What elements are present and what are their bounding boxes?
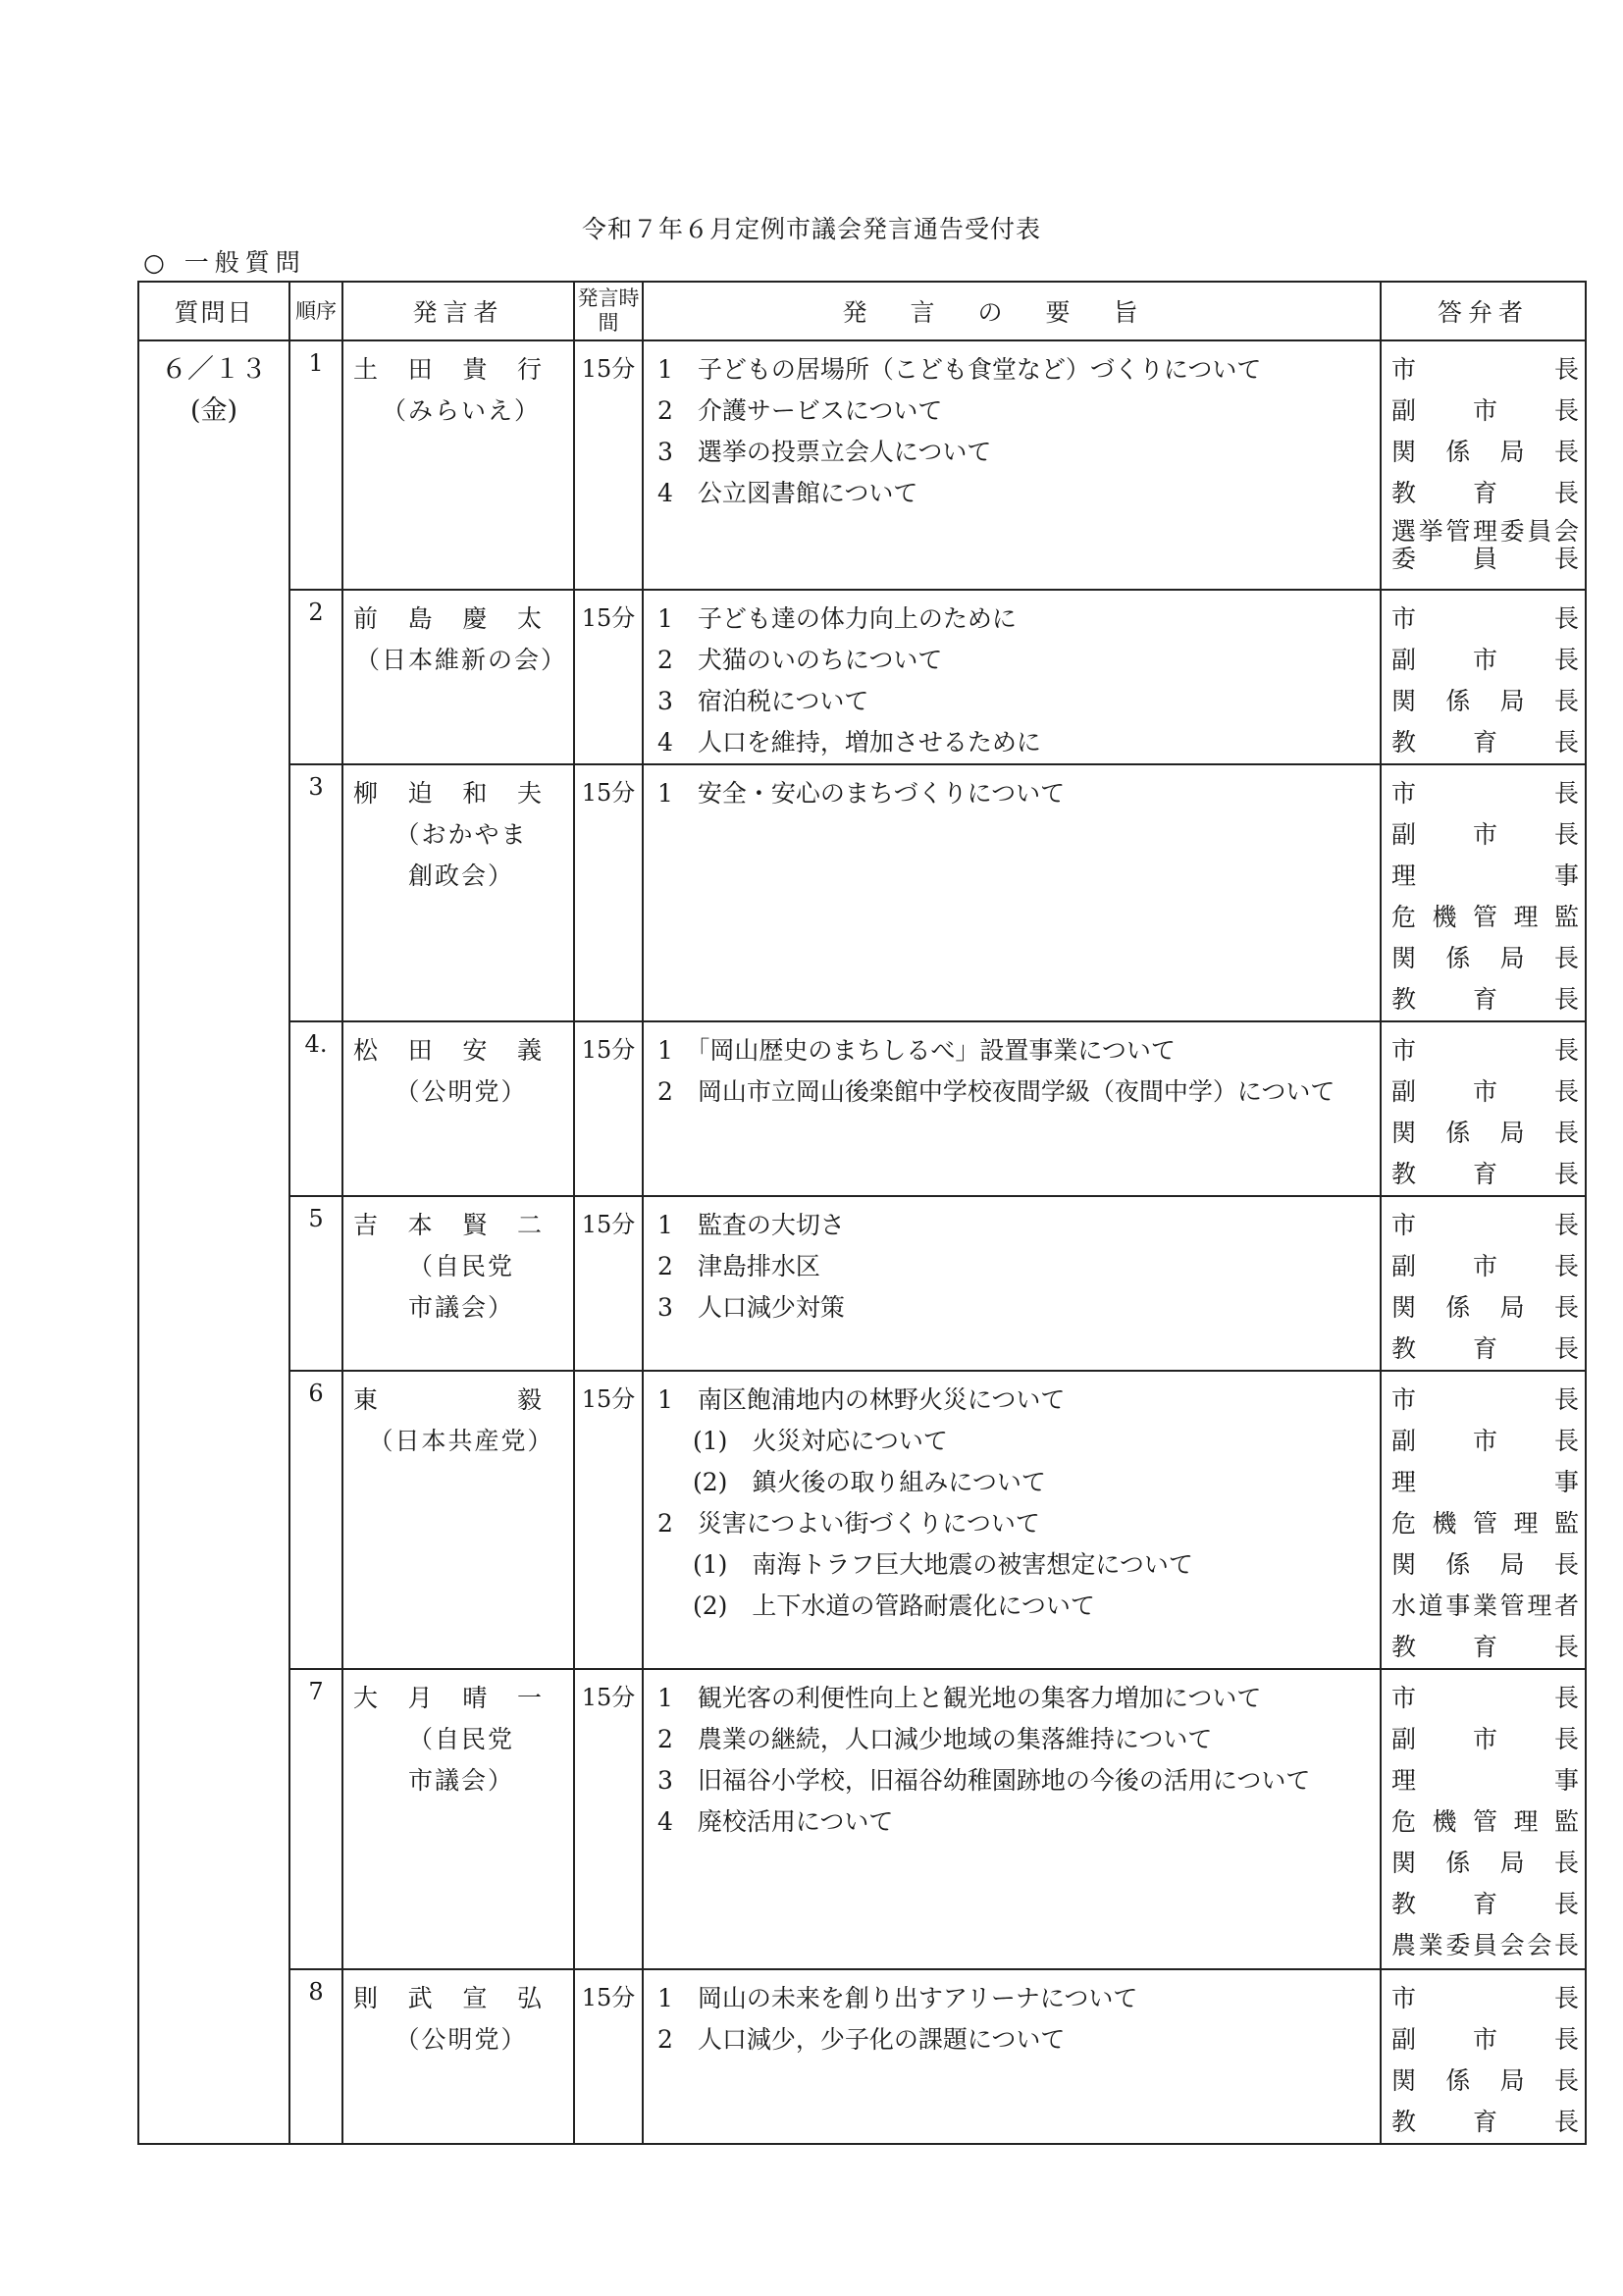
answerer: 市長 — [1391, 355, 1579, 384]
answerer: 危機管理監 — [1391, 1509, 1579, 1538]
topic-item: 1 子どもの居場所（こども食堂など）づくりについて — [657, 355, 1262, 384]
time-cell: 15分 — [574, 1196, 643, 1371]
answerers-cell — [1381, 340, 1586, 590]
answerer: 市長 — [1391, 1984, 1579, 2012]
speaker-party — [353, 814, 569, 897]
answerers-cell — [1381, 1669, 1586, 1969]
speaker-cell — [342, 1969, 574, 2144]
answerer: 市長 — [1391, 1684, 1579, 1712]
header-topics: 発言の要旨 — [643, 282, 1381, 340]
answerers-cell — [1381, 1021, 1586, 1196]
speaker-name: 東 毅 — [353, 1385, 563, 1414]
answerer: 理事 — [1391, 1468, 1579, 1496]
time-cell: 15分 — [574, 590, 643, 764]
answerer: 選挙管理委員会 委員長 — [1391, 517, 1579, 573]
topics-cell — [643, 764, 1381, 1021]
answerer: 市長 — [1391, 604, 1579, 633]
speaker-party-line: （公明党） — [394, 2025, 528, 2054]
answerer: 市長 — [1391, 1385, 1579, 1414]
answerer: 副市長 — [1391, 1725, 1579, 1753]
speaker-name: 前島慶太 — [353, 604, 563, 633]
speaker-cell — [342, 764, 574, 1021]
topics-cell — [643, 1021, 1381, 1196]
notice-table — [137, 281, 1587, 2145]
speaker-party-line: （おかやま — [394, 820, 528, 849]
order-cell: 3 — [289, 764, 342, 1021]
answerer: 教育長 — [1391, 479, 1579, 507]
speaker-cell — [342, 340, 574, 590]
answerer: 関係局長 — [1391, 1550, 1579, 1579]
topic-item: 2 津島排水区 — [657, 1252, 820, 1280]
topic-item: 3 旧福谷小学校，旧福谷幼稚園跡地の今後の活用について — [657, 1766, 1311, 1795]
answerer: 副市長 — [1391, 1427, 1579, 1455]
time-cell: 15分 — [574, 764, 643, 1021]
answerer: 水道事業管理者 — [1391, 1592, 1579, 1620]
header-order: 順序 — [289, 282, 342, 340]
topic-item: 1 安全・安心のまちづくりについて — [657, 779, 1066, 808]
answerers-cell — [1381, 1969, 1586, 2144]
speaker-party — [353, 1246, 569, 1329]
speaker-name: 則武宣弘 — [353, 1984, 563, 2012]
answerer: 市長 — [1391, 1211, 1579, 1239]
topics-cell — [643, 340, 1381, 590]
speaker-party-line: 市議会） — [407, 1766, 514, 1795]
answerer: 関係局長 — [1391, 1293, 1579, 1322]
speaker-party — [353, 1421, 569, 1462]
answerer: 教育長 — [1391, 728, 1579, 757]
table-row — [138, 1196, 1586, 1371]
answerer: 教育長 — [1391, 1160, 1579, 1188]
answerers-cell — [1381, 590, 1586, 764]
speaker-party-line: （日本維新の会） — [354, 646, 567, 674]
speaker-cell — [342, 1196, 574, 1371]
answerer: 市長 — [1391, 779, 1579, 808]
order-cell: 7 — [289, 1669, 342, 1969]
answerer: 市長 — [1391, 1036, 1579, 1065]
topic-item: 3 人口減少対策 — [657, 1293, 845, 1322]
speaker-party-line: （日本共産党） — [368, 1427, 554, 1455]
speaker-cell — [342, 590, 574, 764]
table-header-row — [138, 282, 1586, 340]
topic-item: 4 人口を維持，増加させるために — [657, 728, 1041, 757]
answerer: 副市長 — [1391, 820, 1579, 849]
topic-item: 1 南区飽浦地内の林野火災について — [657, 1385, 1066, 1414]
document-title: 令和７年６月定例市議会発言通告受付表 — [581, 215, 1041, 243]
answerer: 危機管理監 — [1391, 903, 1579, 931]
time-cell: 15分 — [574, 1021, 643, 1196]
table-row — [138, 1969, 1586, 2144]
speaker-party-line: 市議会） — [407, 1293, 514, 1322]
topic-item: 3 宿泊税について — [657, 687, 869, 715]
answerer: 教育長 — [1391, 2108, 1579, 2136]
topics-cell — [643, 590, 1381, 764]
answerer: 教育長 — [1391, 1890, 1579, 1918]
answerer: 理事 — [1391, 1766, 1579, 1795]
topic-item: 1 「岡山歴史のまちしるべ」設置事業について — [657, 1036, 1176, 1065]
question-date: ６／１３ — [161, 354, 267, 385]
speaker-party-line: （自民党 — [407, 1725, 514, 1753]
speaker-party — [353, 640, 569, 681]
topic-item: 2 人口減少，少子化の課題について — [657, 2025, 1066, 2054]
topic-item: 2 介護サービスについて — [657, 396, 943, 425]
topics-cell — [643, 1969, 1381, 2144]
answerer: 副市長 — [1391, 1252, 1579, 1280]
speaker-name: 柳迫和夫 — [353, 779, 563, 808]
answerer: 副市長 — [1391, 2025, 1579, 2054]
topic-item: 1 監査の大切さ — [657, 1211, 845, 1239]
answerer: 教育長 — [1391, 985, 1579, 1014]
speaker-party-line: （自民党 — [407, 1252, 514, 1280]
answerer: 教育長 — [1391, 1633, 1579, 1661]
topic-item: (1) 南海トラフ巨大地震の被害想定について — [693, 1550, 1193, 1579]
table-row — [138, 590, 1586, 764]
time-cell: 15分 — [574, 1969, 643, 2144]
speaker-name: 吉本賢二 — [353, 1211, 563, 1239]
answerer: 関係局長 — [1391, 1849, 1579, 1877]
answerers-cell — [1381, 1371, 1586, 1669]
topics-cell — [643, 1371, 1381, 1669]
answerer: 関係局長 — [1391, 438, 1579, 466]
topic-item: 1 観光客の利便性向上と観光地の集客力増加について — [657, 1684, 1262, 1712]
table-row — [138, 1371, 1586, 1669]
topic-item: 4 公立図書館について — [657, 479, 918, 507]
answerer: 農業委員会会長 — [1391, 1931, 1579, 1959]
table-row — [138, 1021, 1586, 1196]
order-cell: 4. — [289, 1021, 342, 1196]
time-cell: 15分 — [574, 1371, 643, 1669]
speaker-party-line: （みらいえ） — [381, 396, 541, 425]
order-cell: 8 — [289, 1969, 342, 2144]
speaker-cell — [342, 1669, 574, 1969]
answerer: 関係局長 — [1391, 944, 1579, 972]
topics-cell — [643, 1196, 1381, 1371]
speaker-party-line: （公明党） — [394, 1077, 528, 1106]
order-cell: 5 — [289, 1196, 342, 1371]
answerer: 教育長 — [1391, 1334, 1579, 1363]
speaker-party — [353, 2019, 569, 2061]
topic-item: 3 選挙の投票立会人について — [657, 438, 992, 466]
topic-item: (2) 鎮火後の取り組みについて — [693, 1468, 1046, 1496]
header-answerers: 答弁者 — [1381, 282, 1586, 340]
topic-item: 1 岡山の未来を創り出すアリーナについて — [657, 1984, 1138, 2012]
question-date-cell — [138, 340, 289, 2144]
order-cell: 6 — [289, 1371, 342, 1669]
topic-item: 2 農業の継続，人口減少地域の集落維持について — [657, 1725, 1213, 1753]
topic-item: 2 犬猫のいのちについて — [657, 646, 943, 674]
header-date: 質問日 — [138, 282, 289, 340]
speaker-name: 大月晴一 — [353, 1684, 563, 1712]
topic-item: (1) 火災対応について — [693, 1427, 948, 1455]
question-weekday: (金) — [189, 395, 238, 426]
speaker-party — [353, 1719, 569, 1801]
table-row — [138, 340, 1586, 590]
time-cell: 15分 — [574, 1669, 643, 1969]
order-cell: 2 — [289, 590, 342, 764]
table-row — [138, 764, 1586, 1021]
answerer: 副市長 — [1391, 1077, 1579, 1106]
speaker-party-line: 創政会） — [407, 861, 514, 890]
speaker-name: 松田安義 — [353, 1036, 563, 1065]
answerer: 理事 — [1391, 861, 1579, 890]
table-body — [138, 340, 1586, 2144]
answerers-cell — [1381, 764, 1586, 1021]
answerer: 関係局長 — [1391, 687, 1579, 715]
topics-cell — [643, 1669, 1381, 1969]
answerer: 危機管理監 — [1391, 1807, 1579, 1836]
header-time: 発言時間 — [574, 282, 643, 340]
order-cell: 1 — [289, 340, 342, 590]
speaker-cell — [342, 1021, 574, 1196]
answerers-cell — [1381, 1196, 1586, 1371]
answerer: 関係局長 — [1391, 2066, 1579, 2095]
speaker-party — [353, 1071, 569, 1113]
topic-item: 2 災害につよい街づくりについて — [657, 1509, 1040, 1538]
topic-item: 4 廃校活用について — [657, 1807, 894, 1836]
section-label: ○ 一般質問 — [143, 248, 306, 277]
speaker-cell — [342, 1371, 574, 1669]
time-cell: 15分 — [574, 340, 643, 590]
table-row — [138, 1669, 1586, 1969]
topic-item: 1 子ども達の体力向上のために — [657, 604, 1017, 633]
topic-item: (2) 上下水道の管路耐震化について — [693, 1592, 1095, 1620]
speaker-name: 土田貴行 — [353, 355, 563, 384]
header-speaker: 発言者 — [342, 282, 574, 340]
answerer: 関係局長 — [1391, 1119, 1579, 1147]
speaker-party — [353, 391, 569, 432]
answerer: 副市長 — [1391, 646, 1579, 674]
answerer: 副市長 — [1391, 396, 1579, 425]
topic-item: 2 岡山市立岡山後楽館中学校夜間学級（夜間中学）について — [657, 1077, 1335, 1106]
